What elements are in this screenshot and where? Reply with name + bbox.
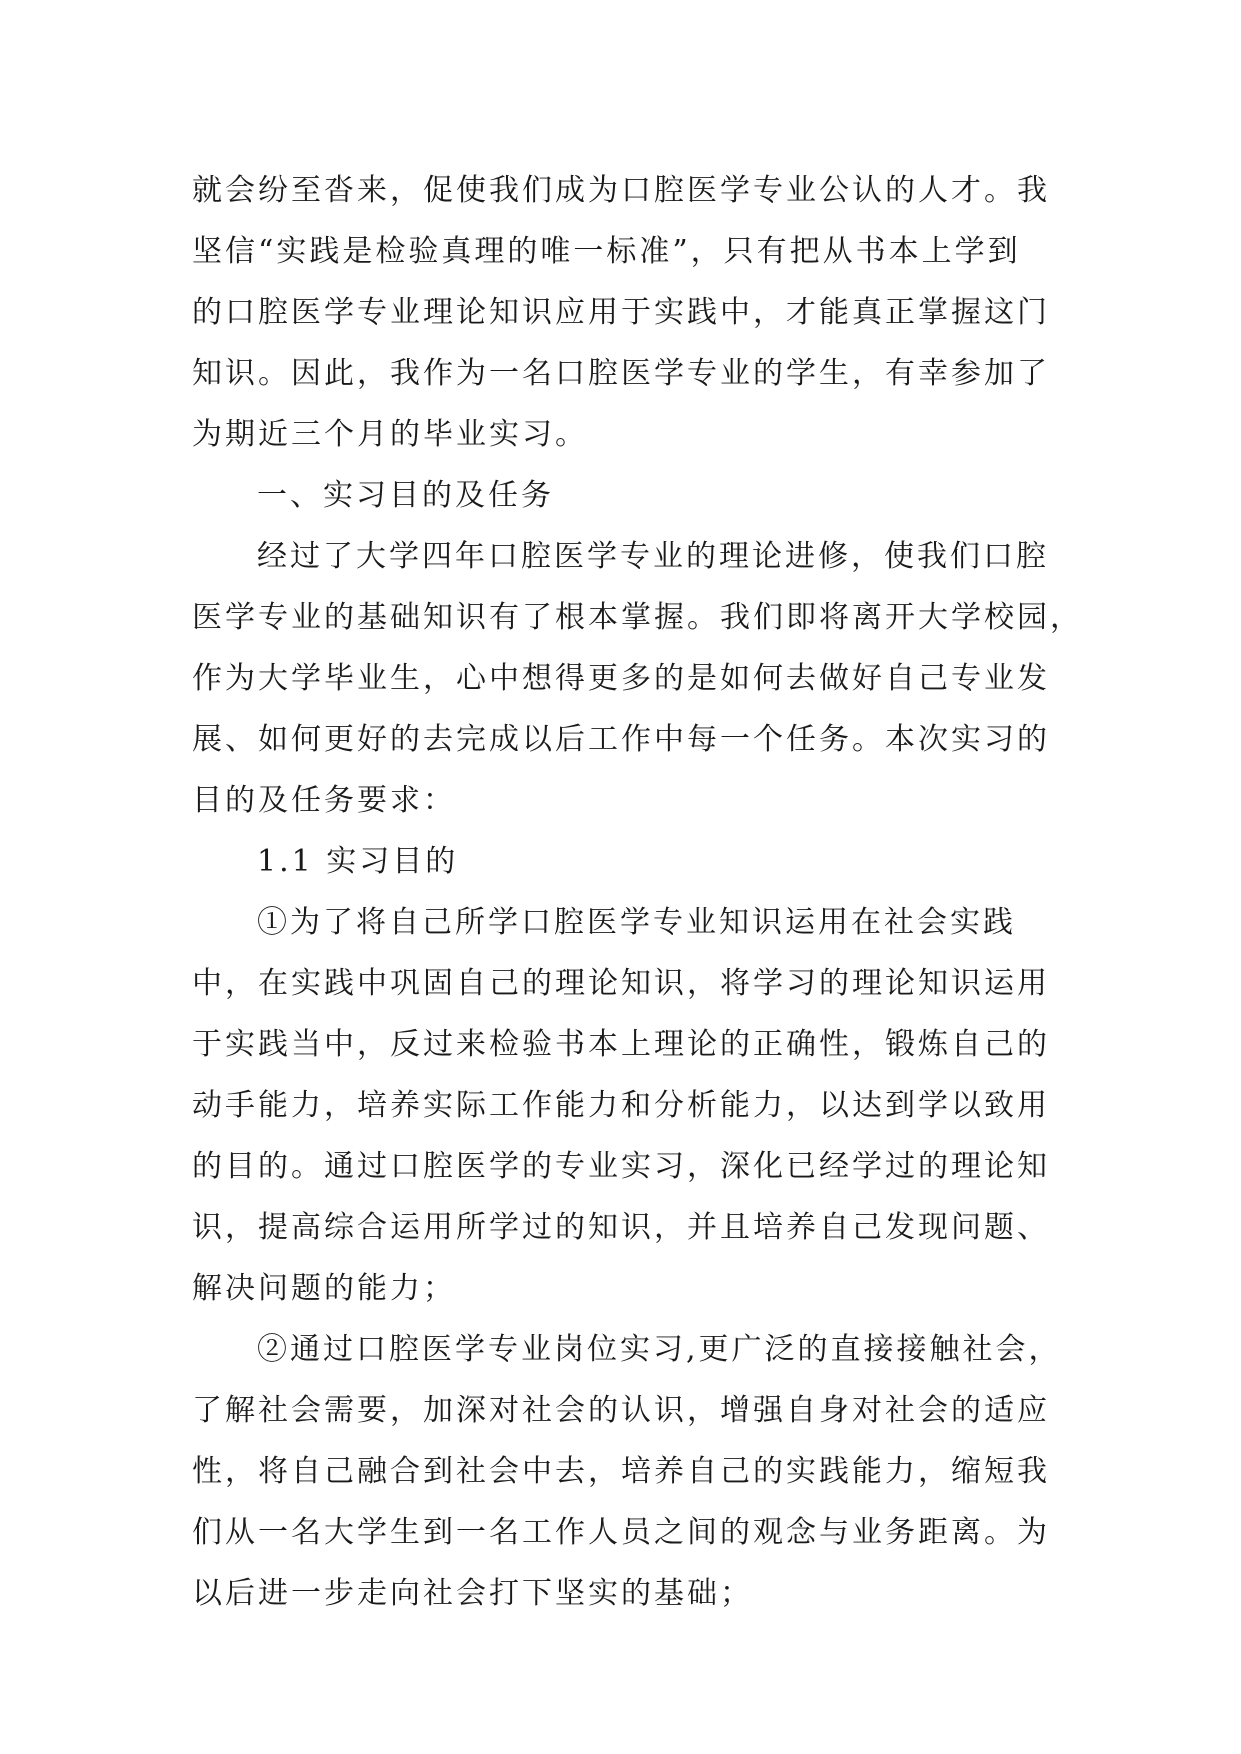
text-line: 了解社会需要，加深对社会的认识，增强自身对社会的适应 (192, 1393, 1050, 1428)
text-line: 为期近三个月的毕业实习。 (192, 417, 588, 452)
section-heading: 一、实习目的及任务 (257, 478, 554, 513)
text-line: 医学专业的基础知识有了根本掌握。我们即将离开大学校园， (192, 600, 1083, 635)
text-line: 于实践当中，反过来检验书本上理论的正确性，锻炼自己的 (192, 1027, 1050, 1062)
text-line: 作为大学毕业生，心中想得更多的是如何去做好自己专业发 (192, 661, 1050, 696)
text-line: 以后进一步走向社会打下坚实的基础； (192, 1576, 753, 1611)
text-line: 知识。因此，我作为一名口腔医学专业的学生，有幸参加了 (192, 356, 1050, 391)
document-body (192, 160, 1083, 1624)
text-line: 性，将自己融合到社会中去，培养自己的实践能力，缩短我 (192, 1454, 1050, 1489)
text-line: 们从一名大学生到一名工作人员之间的观念与业务距离。为 (192, 1515, 1050, 1550)
text-line: 识，提高综合运用所学过的知识，并且培养自己发现问题、 (192, 1210, 1050, 1245)
text-line: 的目的。通过口腔医学的专业实习，深化已经学过的理论知 (192, 1149, 1050, 1184)
text-line: 目的及任务要求： (192, 783, 456, 818)
subsection-heading: 1.1 实习目的 (257, 844, 459, 879)
text-line: 解决问题的能力； (192, 1271, 456, 1306)
paragraph-start-line: 经过了大学四年口腔医学专业的理论进修，使我们口腔 (257, 539, 1049, 574)
paragraph-start-line: ①为了将自己所学口腔医学专业知识运用在社会实践 (257, 905, 1016, 940)
text-line: 展、如何更好的去完成以后工作中每一个任务。本次实习的 (192, 722, 1050, 757)
text-line: 动手能力，培养实际工作能力和分析能力，以达到学以致用 (192, 1088, 1050, 1123)
text-line: 的口腔医学专业理论知识应用于实践中，才能真正掌握这门 (192, 295, 1050, 330)
text-line: 中，在实践中巩固自己的理论知识，将学习的理论知识运用 (192, 966, 1050, 1001)
text-line: 就会纷至沓来，促使我们成为口腔医学专业公认的人才。我 (192, 173, 1050, 208)
paragraph-start-line: ②通过口腔医学专业岗位实习,更广泛的直接接触社会， (257, 1332, 1062, 1367)
text-line: 坚信“实践是检验真理的唯一标准”，只有把从书本上学到 (192, 234, 1021, 269)
